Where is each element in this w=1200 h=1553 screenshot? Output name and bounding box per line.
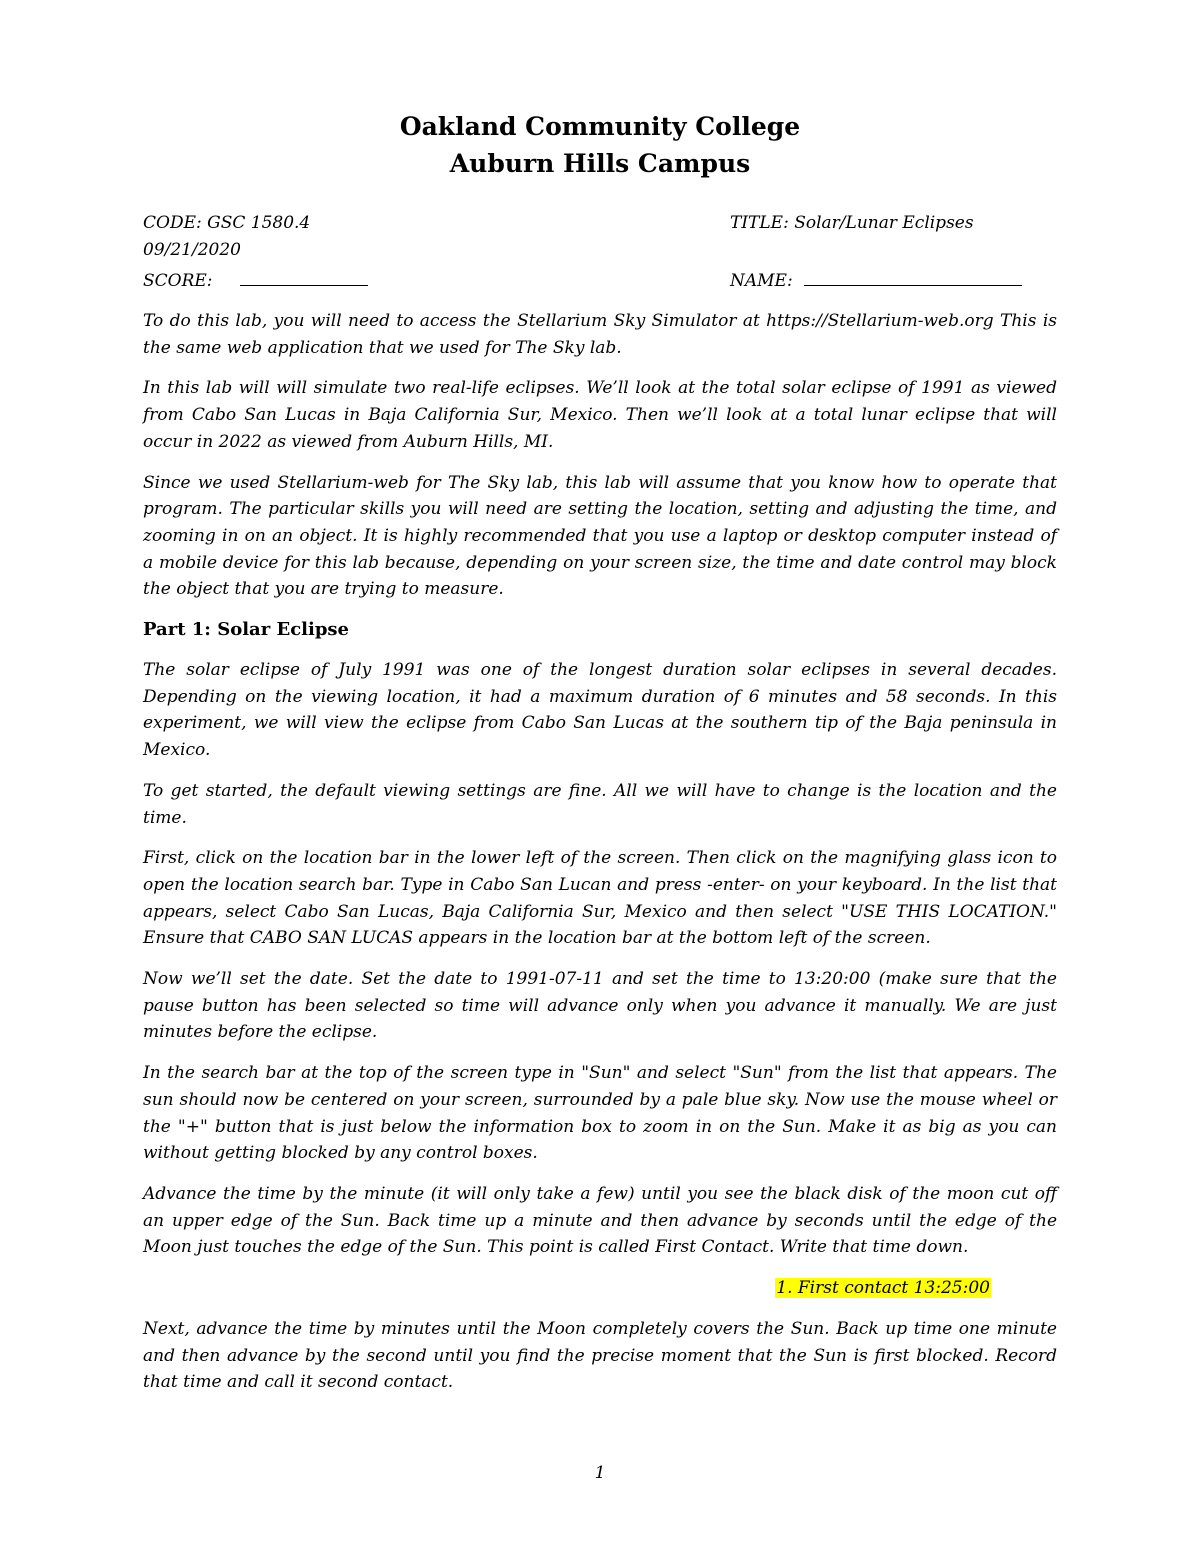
campus-name: Auburn Hills Campus xyxy=(449,149,751,178)
paragraph-first-contact: Advance the time by the minute (it will only take a few) until you see the black disk of the moon cut off an upper edge of the Sun. Back time up a minute and then advance by seconds until the edge of the Moon just touches the edge of the Sun. This point is called First Contact. Write that time down. xyxy=(143,1183,1057,1258)
lab-date: 09/21/2020 xyxy=(143,240,241,260)
name-field xyxy=(730,267,1022,295)
paragraph-skills: Since we used Stellarium-web for The Sky lab, this lab will assume that you know how to operate that program. The particular skills you will need are setting the location, setting and adjusting the time, and zooming in on an object. It is highly recommended that you use a laptop or desktop computer instead of a mobile device for this lab because, depending on your screen size, the time and date control may block the object that you are trying to measure. xyxy=(143,472,1057,600)
paragraph-date: Now we’ll set the date. Set the date to 1991-07-11 and set the time to 13:20:00 (make sure that the pause button has been selected so time will advance only when you advance it manually. We are just minutes before the eclipse. xyxy=(143,969,1057,1043)
course-code: CODE: GSC 1580.4 xyxy=(143,213,311,233)
page-number: 1 xyxy=(594,1463,606,1483)
paragraph-location: First, click on the location bar in the lower left of the screen. Then click on the magnifying glass icon to open the location search bar. Type in Cabo San Lucan and press -enter- on your keyboard. In the list that appears, select Cabo San Lucas, Baja California Sur, Mexico and then select "USE THIS LOCATION." Ensure that CABO SAN LUCAS appears in the location bar at the bottom left of the screen. xyxy=(143,848,1057,949)
meta-row-code xyxy=(143,210,1023,237)
paragraph-overview: In this lab will will simulate two real-life eclipses. We’ll look at the total solar eclipse of 1991 as viewed from Cabo San Lucas in Baja California Sur, Mexico. Then we’ll look at a total lunar eclipse that will occur in 2022 as viewed from Auburn Hills, MI. xyxy=(143,378,1057,452)
name-label: NAME: xyxy=(730,271,793,291)
paragraph-eclipse-info: The solar eclipse of July 1991 was one of the longest duration solar eclipses in several decades. Depending on the viewing location, it had a maximum duration of 6 minutes and 58 seconds. In this experiment, we will view the eclipse from Cabo San Lucas at the southern tip of the Baja peninsula in Mexico. xyxy=(143,660,1057,761)
score-blank xyxy=(240,267,368,286)
name-blank xyxy=(804,267,1022,286)
lab-title: TITLE: Solar/Lunar Eclipses xyxy=(730,213,974,233)
document-body xyxy=(143,308,1057,1410)
paragraph-intro: To do this lab, you will need to access the Stellarium Sky Simulator at https://Stellarium-web.org This is the same web application that we used for The Sky lab. xyxy=(143,311,1057,358)
document-header xyxy=(0,108,1200,182)
college-name: Oakland Community College xyxy=(399,112,801,141)
paragraph-get-started: To get started, the default viewing settings are fine. All we will have to change is the location and the time. xyxy=(143,780,1057,828)
meta-row-score xyxy=(143,267,1023,295)
paragraph-second-contact: Next, advance the time by minutes until the Moon completely covers the Sun. Back up time one minute and then advance by the second until you find the precise moment that the Sun is first blocked. Record that time and call it second contact. xyxy=(143,1318,1057,1393)
paragraph-search-sun: In the search bar at the top of the screen type in "Sun" and select "Sun" from the list that appears. The sun should now be centered on your screen, surrounded by a pale blue sky. Now use the mouse wheel or the "+" button that is just below the information box to zoom in on the Sun. Make it as big as you can without getting blocked by any control boxes. xyxy=(143,1063,1057,1164)
section-heading: Part 1: Solar Eclipse xyxy=(143,619,349,641)
meta-row-date xyxy=(143,237,1023,264)
answer-first-contact xyxy=(143,1275,1057,1302)
highlighted-answer: 1. First contact 13:25:00 xyxy=(776,1278,990,1299)
score-label: SCORE: xyxy=(143,271,213,291)
